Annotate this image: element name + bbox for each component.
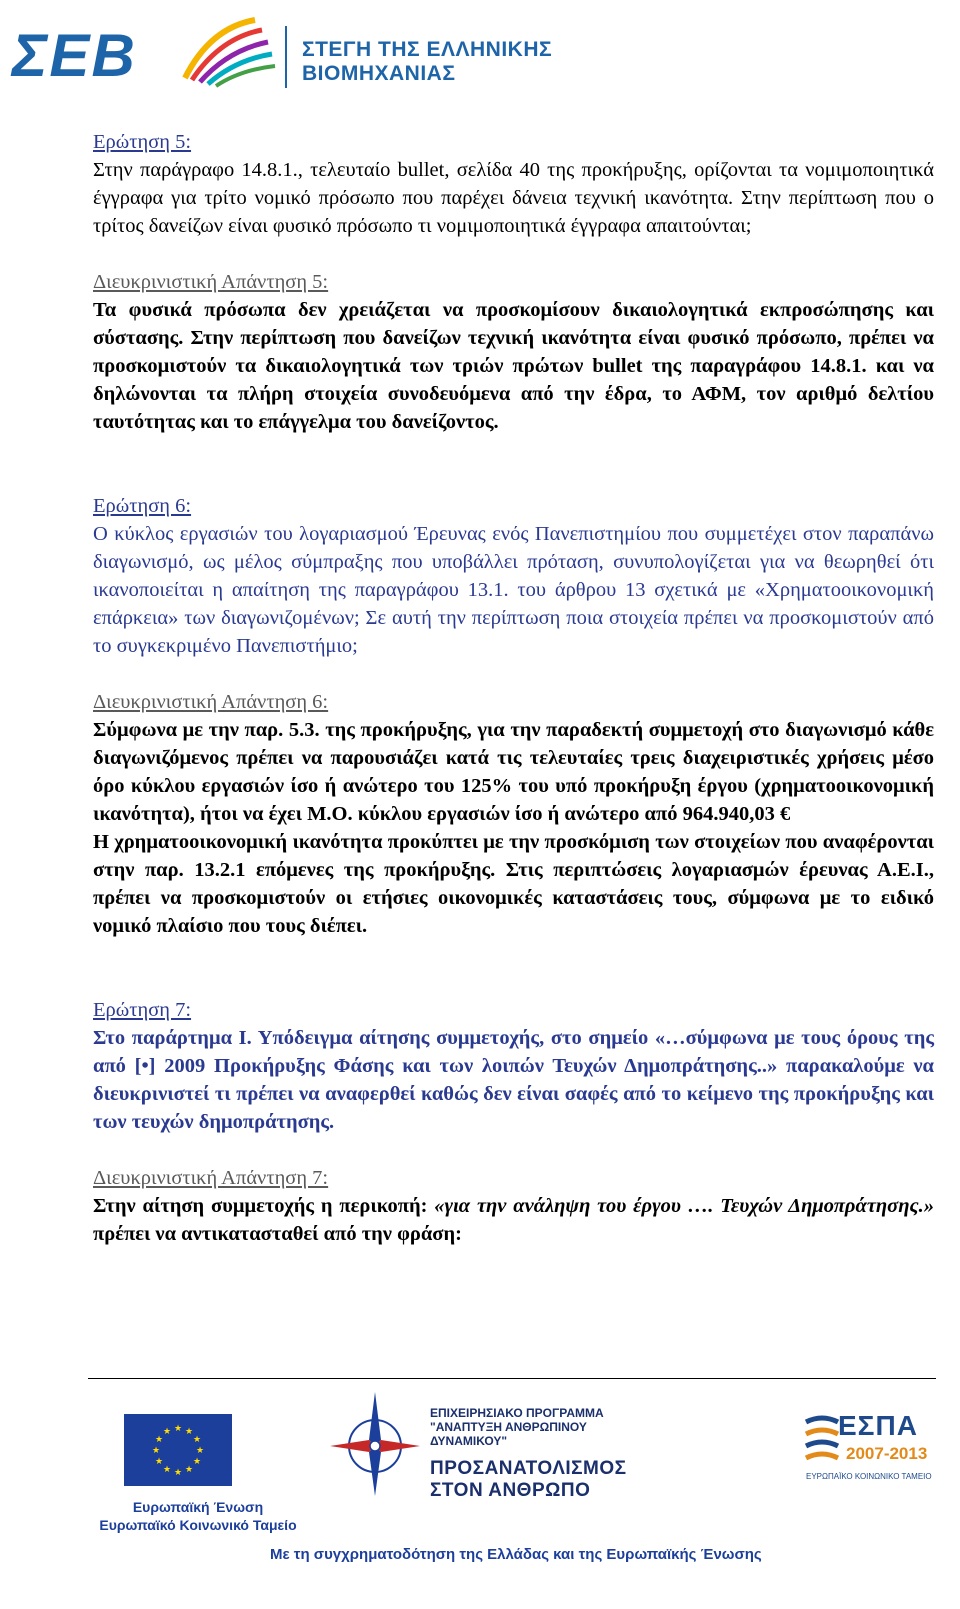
- answer-6-text-2: Η χρηματοοικονομική ικανότητα προκύπτει με την προσκόμιση των στοιχείων που αναφέρονται στην παρ. 13.2.1 επόμενες της προκήρυξης. Στις περιπτώσεις λογαριασμών έρευνας Α.Ε.Ι., πρέπει να προσκομιστούν οι ετήσιες οικονομικές καταστάσεις τους, σύμφωνα με το ειδικό νομικό πλαίσιο που τους διέπει.: [93, 831, 934, 937]
- op-line-2: "ΑΝΑΠΤΥΞΗ ΑΝΘΡΩΠΙΝΟΥ ΔΥΝΑΜΙΚΟΥ": [430, 1420, 587, 1448]
- svg-text:★: ★: [195, 1446, 205, 1456]
- answer-5-heading: Διευκρινιστική Απάντηση 5:: [93, 271, 329, 293]
- question-7-heading: Ερώτηση 7:: [93, 999, 192, 1021]
- espa-logo: [804, 1408, 934, 1488]
- svg-text:★: ★: [162, 1427, 172, 1437]
- espa-subtitle: ΕΥΡΩΠΑΪΚΟ ΚΟΙΝΩΝΙΚΟ ΤΑΜΕΙΟ: [806, 1472, 932, 1481]
- op-text: [430, 1406, 660, 1502]
- document-body: [93, 128, 934, 1248]
- espa-title: ΕΣΠΑ: [838, 1410, 918, 1441]
- op-line-4: ΣΤΟΝ ΑΝΘΡΩΠΟ: [430, 1480, 591, 1501]
- svg-text:★: ★: [184, 1427, 194, 1437]
- svg-text:★: ★: [154, 1457, 164, 1467]
- espa-years: 2007-2013: [846, 1444, 928, 1463]
- eu-flag-icon: [124, 1414, 232, 1486]
- answer-7: [93, 1164, 934, 1248]
- eu-label: [93, 1498, 303, 1534]
- answer-7-text-start: Στην αίτηση συμμετοχής η περικοπή:: [93, 1195, 435, 1217]
- answer-7-text-end: πρέπει να αντικατασταθεί από την φράση:: [93, 1223, 462, 1245]
- footer: [0, 1380, 960, 1609]
- op-logo: [330, 1386, 660, 1501]
- answer-5: [93, 268, 934, 436]
- svg-text:★: ★: [184, 1465, 194, 1475]
- svg-text:★: ★: [173, 1424, 183, 1434]
- logo-line-2: ΒΙΟΜΗΧΑΝΙΑΣ: [302, 62, 456, 85]
- answer-6: [93, 688, 934, 940]
- question-5: [93, 128, 934, 240]
- question-7-text: Στο παράρτημα Ι. Υπόδειγμα αίτησης συμμετοχής, στο σημείο «…σύμφωνα με τους όρους της από [•] 2009 Προκήρυξης Φάσης και των λοιπών Τευχών Δημοπράτησης..» παρακαλούμε να διευκρινιστεί τι πρέπει να αναφερθεί καθώς δεν είναι σαφές από το κείμενο της προκήρυξης και των τευχών δημοπράτησης.: [93, 1027, 934, 1133]
- question-5-heading: Ερώτηση 5:: [93, 131, 192, 153]
- eu-label-line-1: Ευρωπαϊκή Ένωση: [132, 1499, 264, 1515]
- seb-logo-text: [302, 38, 552, 86]
- answer-7-heading: Διευκρινιστική Απάντηση 7:: [93, 1167, 329, 1189]
- answer-6-heading: Διευκρινιστική Απάντηση 6:: [93, 691, 329, 713]
- question-6: [93, 492, 934, 660]
- answer-6-text-1: Σύμφωνα με την παρ. 5.3. της προκήρυξης, για την παραδεκτή συμμετοχή στο διαγωνισμό κάθε διαγωνιζόμενος πρέπει να παρουσιάζει κατά τις τελευταίες τρεις διαχειριστικές χρήσεις μέσο όρο κύκλου εργασιών ίσο ή ανώτερο του 125% του υπό προκήρυξη έργου (χρηματοοικονομική ικανότητα), ήτοι να έχει Μ.Ο. κύκλου εργασιών ίσο ή ανώτερο από 964.940,03 €: [93, 719, 934, 825]
- question-5-text: Στην παράγραφο 14.8.1., τελευταίο bullet, σελίδα 40 της προκήρυξης, ορίζονται τα νομιμοποιητικά έγγραφα για τρίτο νομικό πρόσωπο που παρέχει δάνεια τεχνική ικανότητα. Στην περίπτωση που ο τρίτος δανείζων είναι φυσικό πρόσωπο τι νομιμοποιητικά έγγραφα απαιτούνται;: [93, 159, 934, 237]
- cofunding-note: Με τη συγχρηματοδότηση της Ελλάδας και της Ευρωπαϊκής Ένωσης: [270, 1546, 762, 1563]
- answer-7-quote: «για την ανάληψη του έργου …. Τευχών Δημοπράτησης.»: [434, 1195, 934, 1217]
- op-line-1: ΕΠΙΧΕΙΡΗΣΙΑΚΟ ΠΡΟΓΡΑΜΜΑ: [430, 1406, 604, 1420]
- svg-text:★: ★: [151, 1446, 161, 1456]
- svg-text:★: ★: [192, 1435, 202, 1445]
- svg-text:★: ★: [173, 1468, 183, 1478]
- svg-text:★: ★: [192, 1457, 202, 1467]
- seb-logo: [10, 8, 300, 98]
- svg-text:★: ★: [162, 1465, 172, 1475]
- question-7: [93, 996, 934, 1136]
- answer-7-text: [93, 1192, 934, 1248]
- answer-5-text: Τα φυσικά πρόσωπα δεν χρειάζεται να προσκομίσουν δικαιολογητικά εκπροσώπησης και σύστασης. Στην περίπτωση που δανείζων τεχνική ικανότητα είναι φυσικό πρόσωπο, πρέπει να προσκομιστούν τα δικαιολογητικά των τριών πρώτων bullet της παραγράφου 14.8.1. και να δηλώνονται τα πλήρη στοιχεία συνοδευόμενα από την έδρα, το ΑΦΜ, τον αριθμό δελτίου ταυτότητας και το επάγγελμα του δανείζοντος.: [93, 299, 934, 433]
- compass-rose-icon: [330, 1386, 430, 1496]
- svg-text:★: ★: [154, 1435, 164, 1445]
- header: [10, 8, 570, 98]
- op-line-3: ΠΡΟΣΑΝΑΤΟΛΙΣΜΟΣ: [430, 1458, 627, 1479]
- logo-line-1: ΣΤΕΓΗ ΤΗΣ ΕΛΛΗΝΙΚΗΣ: [302, 38, 553, 61]
- eu-label-line-2: Ευρωπαϊκό Κοινωνικό Ταμείο: [99, 1517, 297, 1533]
- question-6-heading: Ερώτηση 6:: [93, 495, 192, 517]
- seb-logo-mark: ΣΕΒ: [12, 22, 137, 89]
- footer-divider: [88, 1378, 936, 1379]
- seb-swoosh-icon: [185, 20, 275, 86]
- question-6-text: Ο κύκλος εργασιών του λογαριασμού Έρευνας ενός Πανεπιστημίου που συμμετέχει στον παραπάνω διαγωνισμό, ως μέλος σύμπραξης που υποβάλλει πρόταση, συνυπολογίζεται για να θεωρηθεί ότι ικανοποιείται η απαίτηση της παραγράφου 13.1. του άρθρου 13 σχετικά με «Χρηματοοικονομική επάρκεια» των διαγωνιζομένων; Σε αυτή την περίπτωση ποια στοιχεία πρέπει να προσκομιστούν από το συγκεκριμένο Πανεπιστήμιο;: [93, 523, 934, 657]
